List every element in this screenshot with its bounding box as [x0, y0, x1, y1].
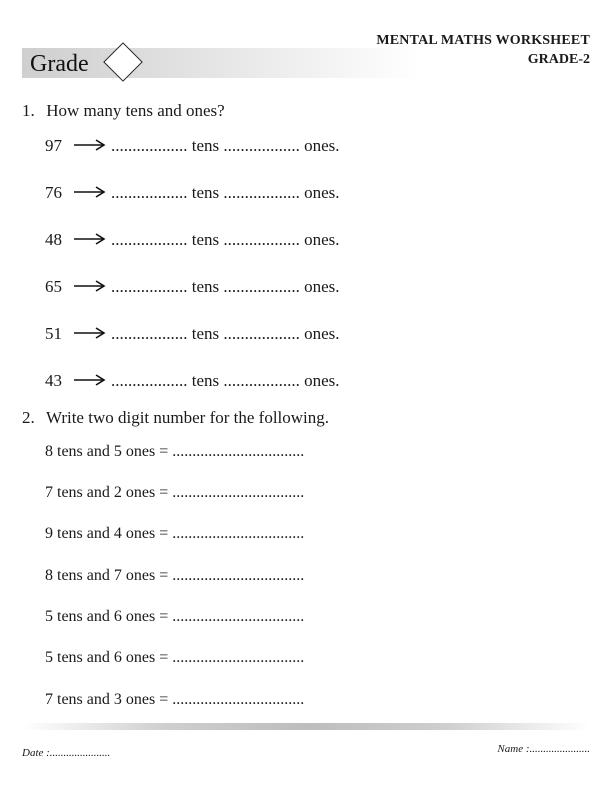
row-number: 97 — [45, 136, 62, 155]
tens-blank[interactable]: .................. — [111, 136, 188, 155]
right-arrow-icon — [73, 373, 107, 387]
worksheet-grade: GRADE-2 — [527, 52, 590, 67]
row-number: 48 — [45, 230, 62, 249]
tens-blank[interactable]: .................. — [111, 183, 188, 202]
ones-blank[interactable]: .................. — [223, 136, 300, 155]
tens-ones-to-number-row[interactable]: 5 tens and 6 ones = ................................. — [45, 649, 305, 666]
ones-blank[interactable]: .................. — [223, 371, 300, 390]
tens-ones-row — [45, 183, 340, 203]
ones-label: ones. — [304, 277, 340, 296]
tens-ones-row — [45, 136, 340, 156]
date-field: Date :...................... — [22, 747, 111, 759]
question-number: 2. — [22, 408, 35, 427]
question-text: Write two digit number for the following. — [45, 408, 330, 427]
row-number: 76 — [45, 183, 62, 202]
ones-label: ones. — [304, 371, 340, 390]
right-arrow-icon — [73, 279, 107, 293]
right-arrow-icon — [73, 138, 107, 152]
worksheet-title: MENTAL MATHS WORKSHEET — [376, 33, 590, 48]
ones-blank[interactable]: .................. — [223, 277, 300, 296]
ones-blank[interactable]: .................. — [223, 324, 300, 343]
row-number: 43 — [45, 371, 62, 390]
tens-label: tens — [191, 136, 220, 155]
footer-divider — [22, 723, 590, 730]
tens-ones-row — [45, 371, 340, 391]
tens-ones-row — [45, 324, 340, 344]
right-arrow-icon — [73, 185, 107, 199]
name-field: Name :...................... — [497, 743, 590, 755]
tens-label: tens — [191, 230, 220, 249]
tens-ones-to-number-row[interactable]: 8 tens and 5 ones = ................................. — [45, 443, 305, 460]
ones-label: ones. — [304, 183, 340, 202]
ones-blank[interactable]: .................. — [223, 183, 300, 202]
tens-label: tens — [191, 277, 220, 296]
tens-ones-to-number-row[interactable]: 5 tens and 6 ones = ................................. — [45, 608, 305, 625]
ones-blank[interactable]: .................. — [223, 230, 300, 249]
question-1 — [22, 101, 225, 121]
tens-blank[interactable]: .................. — [111, 230, 188, 249]
tens-blank[interactable]: .................. — [111, 324, 188, 343]
tens-blank[interactable]: .................. — [111, 371, 188, 390]
ones-label: ones. — [304, 136, 340, 155]
ones-label: ones. — [304, 324, 340, 343]
question-text: How many tens and ones? — [46, 101, 225, 120]
tens-ones-to-number-row[interactable]: 7 tens and 3 ones = ................................. — [45, 691, 305, 708]
row-number: 51 — [45, 324, 62, 343]
tens-ones-to-number-row[interactable]: 8 tens and 7 ones = ................................. — [45, 567, 305, 584]
tens-blank[interactable]: .................. — [111, 277, 188, 296]
right-arrow-icon — [73, 326, 107, 340]
tens-label: tens — [191, 324, 220, 343]
row-number: 65 — [45, 277, 62, 296]
grade-label: Grade — [30, 51, 89, 77]
question-number: 1. — [22, 101, 35, 120]
tens-ones-row — [45, 230, 340, 250]
ones-label: ones. — [304, 230, 340, 249]
tens-label: tens — [191, 183, 220, 202]
tens-ones-to-number-row[interactable]: 7 tens and 2 ones = ................................. — [45, 484, 305, 501]
tens-label: tens — [191, 371, 220, 390]
question-2 — [22, 408, 329, 428]
tens-ones-to-number-row[interactable]: 9 tens and 4 ones = ................................. — [45, 525, 305, 542]
right-arrow-icon — [73, 232, 107, 246]
tens-ones-row — [45, 277, 340, 297]
